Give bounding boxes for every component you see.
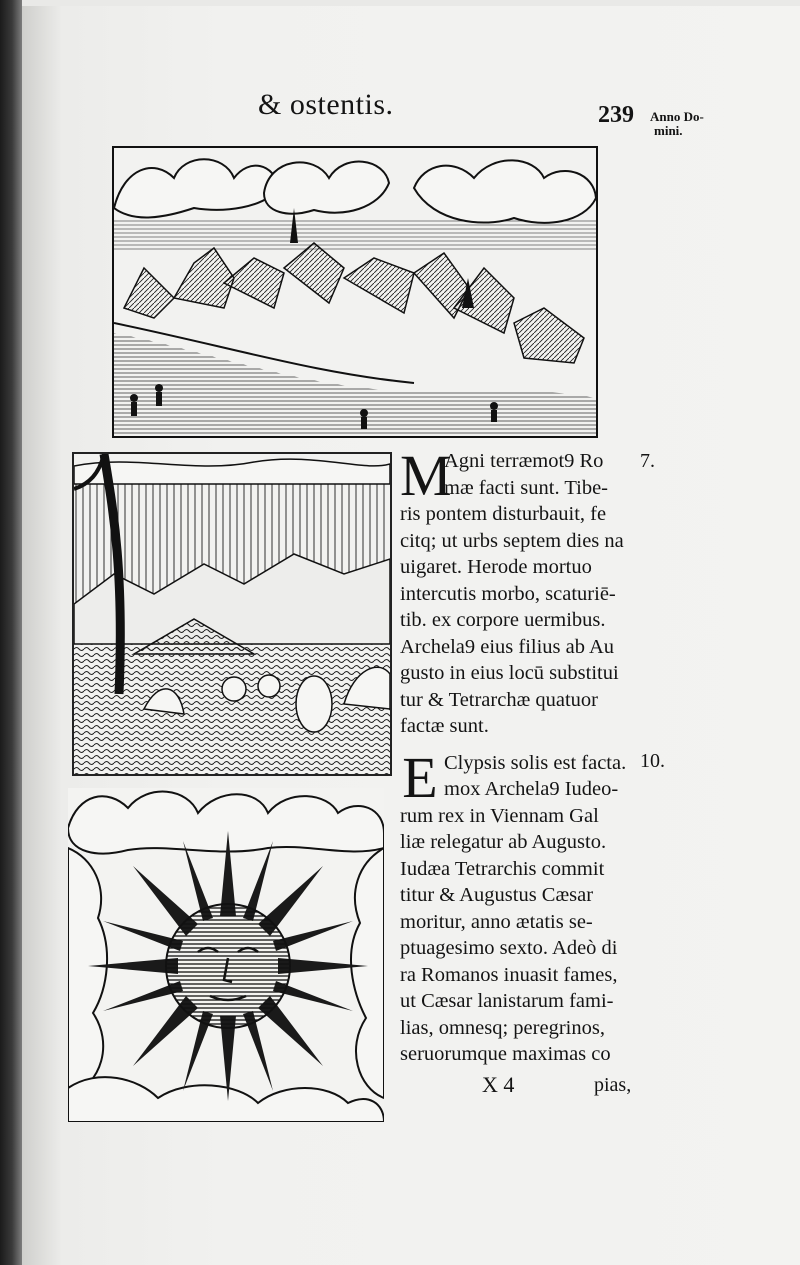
text-line: ris pontem disturbauit, fe [400,503,607,525]
text-line: Agni terræmot9 Ro [444,450,604,472]
text-line: ut Cæsar lanistarum fami- [400,990,614,1012]
text-line: tur & Tetrarchæ quatuor [400,688,599,711]
marginal-note-line: Anno Do- [650,109,704,124]
text-line: gusto in eius locū substitui [400,662,619,684]
catchword: pias, [594,1074,632,1096]
earthquake-town-woodcut [112,146,598,438]
text-line: seruorumque maximas co [400,1043,611,1065]
text-line: intercutis morbo, scaturiē- [400,582,616,605]
flood-rain-woodcut [72,452,392,776]
text-line: moritur, anno ætatis se- [400,910,593,933]
paragraph-eclipse [400,744,672,1068]
main-text-column [400,443,672,1068]
page-number: 239 [598,102,634,128]
text-line: rum rex in Viennam Gal [400,804,599,827]
paragraph-earthquake [400,443,672,740]
text-line: ptuagesimo sexto. Adeò di [400,937,618,959]
text-line: lias, omnesq; peregrinos, [400,1016,605,1039]
text-line: tib. ex corpore uermibus. [400,609,606,631]
text-line: liæ relegatur ab Augusto. [400,831,607,853]
text-line: mox Archela9 Iudeo- [444,778,619,800]
eclipse-sun-woodcut [68,788,384,1122]
text-line: titur & Augustus Cæsar [400,884,594,906]
text-line: ra Romanos inuasit fames, [400,963,618,986]
drop-cap: M [400,443,452,508]
book-binding [0,0,22,1265]
text-line: citq; ut urbs septem dies na [400,529,624,552]
text-line: Archela9 eius filius ab Au [400,635,615,658]
marginal-note [650,110,760,138]
signature-mark: X 4 [482,1072,515,1097]
margin-year: 7. [640,450,655,472]
drop-cap: E [402,744,438,810]
margin-year: 10. [640,750,665,772]
running-head: & ostentis. [258,88,394,121]
text-line: factæ sunt. [400,715,489,737]
text-line: uigaret. Herode mortuo [400,556,592,578]
text-line: mæ facti sunt. Tibe- [444,476,609,499]
marginal-note-line: mini. [654,123,683,138]
previous-page-edge [22,256,42,486]
text-line: Iudæa Tetrarchis commit [400,857,605,880]
text-line: Clypsis solis est facta. [444,751,627,774]
